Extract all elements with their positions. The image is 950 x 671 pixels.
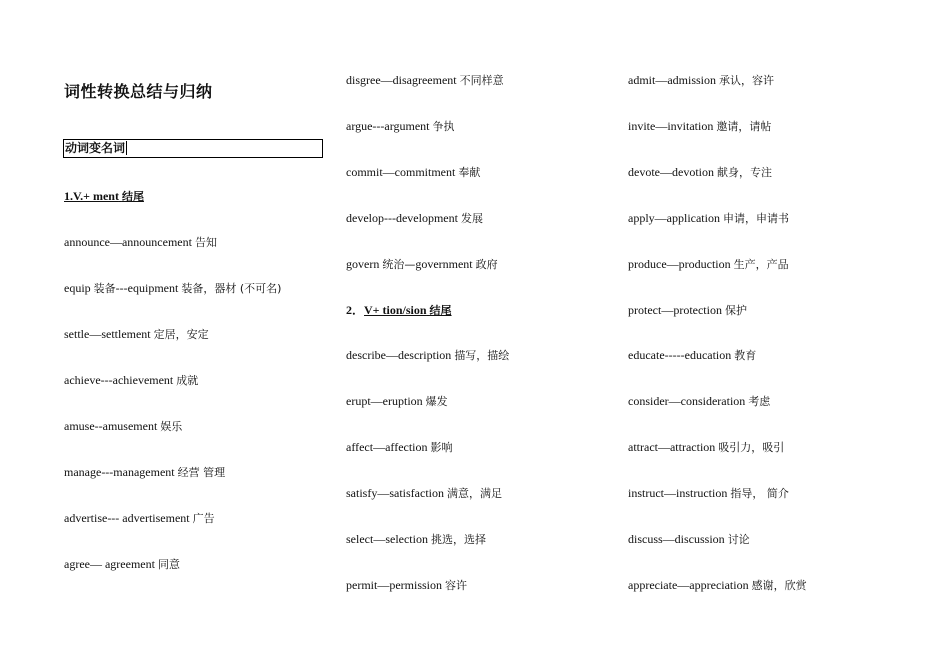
word-entry: consider—consideration 考虑 — [628, 394, 771, 408]
section-heading-ment — [64, 189, 144, 204]
word-entry: invite—invitation 邀请，请帖 — [628, 119, 772, 133]
word-entry: describe—description 描写，描绘 — [346, 348, 510, 362]
heading-suffix: 结尾 — [429, 304, 452, 317]
heading-pattern: V.+ ment — [73, 189, 119, 203]
word-entry: erupt—eruption 爆发 — [346, 394, 448, 408]
heading-pattern: V+ tion/sion — [364, 303, 427, 317]
word-entry: announce—announcement 告知 — [64, 235, 217, 249]
word-entry: disgree—disagreement 不同样意 — [346, 73, 504, 87]
word-entry: produce—production 生产，产品 — [628, 257, 789, 271]
word-entry: manage---management 经营 管理 — [64, 465, 226, 479]
word-entry: affect—affection 影响 — [346, 440, 453, 454]
word-entry: educate-----education 教育 — [628, 348, 757, 362]
heading-suffix: 结尾 — [121, 190, 144, 203]
word-entry: apply—application 申请，申请书 — [628, 211, 789, 225]
word-entry: achieve---achievement 成就 — [64, 373, 199, 387]
word-entry: discuss—discussion 讨论 — [628, 532, 750, 546]
word-entry: amuse--amusement 娱乐 — [64, 419, 183, 433]
word-entry: instruct—instruction 指导， 简介 — [628, 486, 789, 500]
word-entry: govern 统治—government 政府 — [346, 257, 498, 271]
section-label-box — [63, 139, 323, 158]
word-entry: select—selection 挑选，选择 — [346, 532, 486, 546]
word-entry: agree— agreement 同意 — [64, 557, 180, 571]
word-entry: commit—commitment 奉献 — [346, 165, 481, 179]
heading-number: 2． — [346, 303, 365, 317]
word-entry: attract—attraction 吸引力，吸引 — [628, 440, 785, 454]
word-entry: develop---development 发展 — [346, 211, 483, 225]
word-entry: advertise--- advertisement 广告 — [64, 511, 215, 525]
document-title: 词性转换总结与归纳 — [64, 82, 213, 101]
word-entry: settle—settlement 定居，安定 — [64, 327, 209, 341]
word-entry: devote—devotion 献身，专注 — [628, 165, 772, 179]
word-entry: protect—protection 保护 — [628, 303, 747, 317]
word-entry: admit—admission 承认，容许 — [628, 73, 774, 87]
word-entry: satisfy—satisfaction 满意，满足 — [346, 486, 502, 500]
word-entry: permit—permission 容许 — [346, 578, 467, 592]
section-label: 动词变名词 — [65, 141, 126, 155]
word-entry: appreciate—appreciation 感谢，欣赏 — [628, 578, 807, 592]
word-entry: argue---argument 争执 — [346, 119, 455, 133]
word-entry: equip 装备---equipment 装备，器材 (不可名) — [64, 281, 282, 295]
section-heading-tion — [346, 303, 452, 318]
heading-number: 1. — [64, 189, 73, 203]
